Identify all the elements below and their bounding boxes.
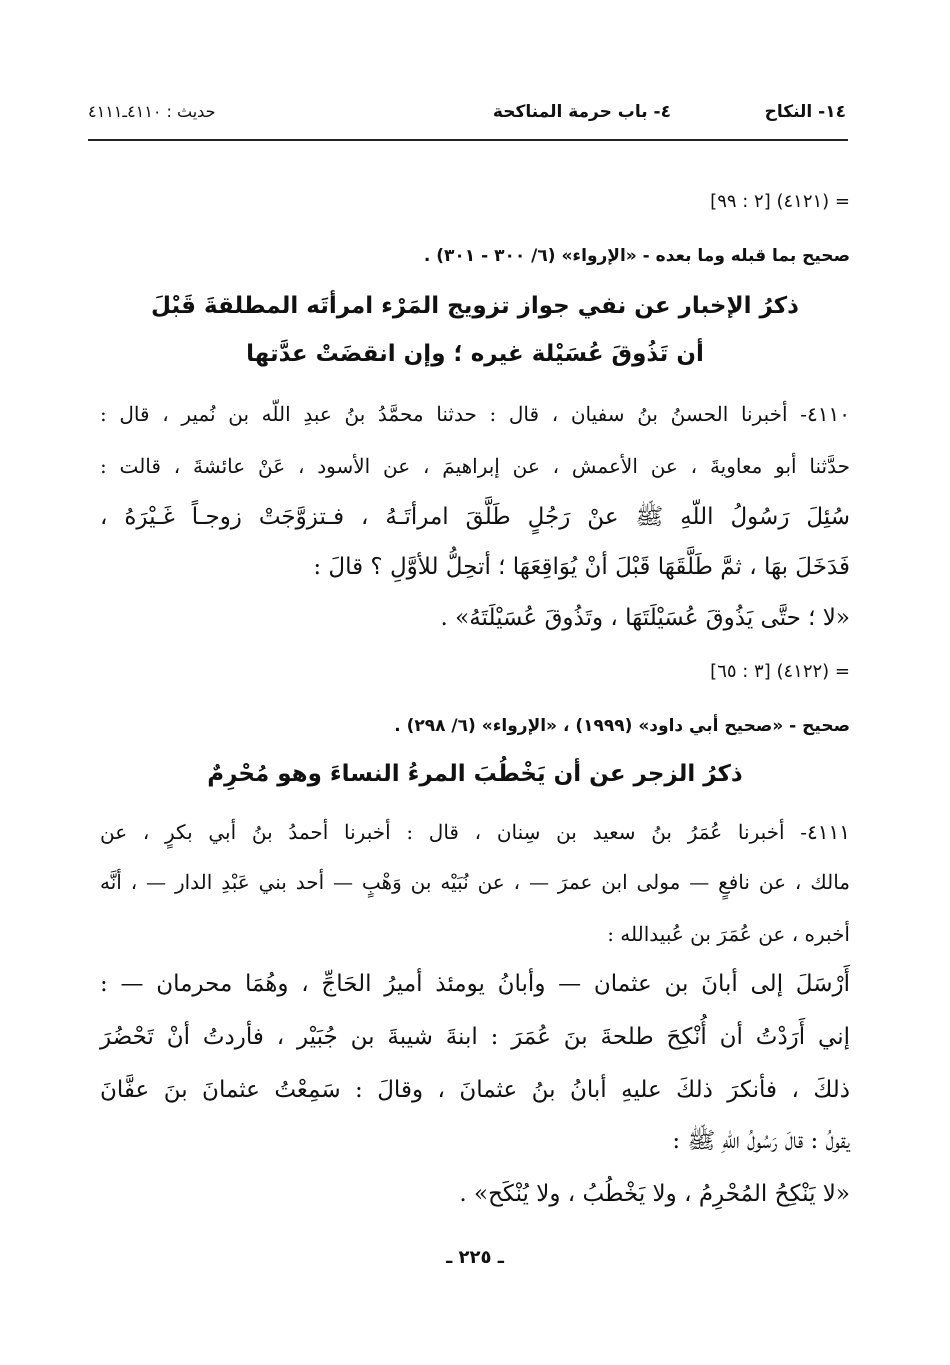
cross-reference: = (٤١٢٢) [٣ : ٦٥] [710,661,850,682]
grading-note: صحيح - «صحيح أبي داود» (١٩٩٩) ، «الإرواء» (٦/ ٢٩٨) . [394,716,850,736]
isnad-line: ٤١١١- أخبرنا عُمَرُ بنُ سعيد بن سِنان ، قال : أخبرنا أحمدُ بنُ أبي بكرٍ ، عن [100,820,850,844]
running-header [88,100,846,134]
section-title: ٤- باب حرمة المناكحة [492,102,671,122]
chapter-title: ١٤- النكاح [764,102,846,122]
matn-line: فَدَخَلَ بهَا ، ثمَّ طَلَّقَهَا قَبْلَ أنْ يُوَاقِعَهَا ؛ أتحِلُّ للأوَّلِ ؟ قالَ : [313,554,850,580]
isnad-line: أخبره ، عن عُمَرَ بن عُبيدالله : [607,922,850,946]
isnad-line: ٤١١٠- أخبرنا الحسنُ بنُ سفيان ، قال : حدثنا محمَّدُ بنُ عبدِ اللّه بن نُمير ، قال : [100,402,850,426]
header-divider [88,139,848,141]
matn-line: «لا يَنْكِحُ المُحْرِمُ ، ولا يَخْطُبُ ، ولا يُنْكَح» . [459,1181,850,1207]
matn-line: «لا ؛ حتَّى يَذُوقَ عُسَيْلَتَهَا ، وتَذُوقَ عُسَيْلَتَهُ» . [440,605,850,631]
hadith-range: حديث : ٤١١٠ـ٤١١١ [88,102,216,121]
section-heading-line: ذكرُ الإخبار عن نفي جواز تزويج المَرْء امرأتَه المطلقةَ قَبْلَ [151,293,799,319]
matn-line: إني أَرَدْتُ أن أُنْكِحَ طلحةَ بنَ عُمَرَ : ابنةَ شيبةَ بن جُبَيْر ، فأردتُ أنْ تَحْضُرَ [100,1024,850,1050]
matn-line: يقولُ : قالَ رَسُولُ اللّهِ ﷺ : [672,1128,850,1154]
isnad-line: حدَّثنا أبو معاويةَ ، عن الأعمش ، عن إبراهيمَ ، عن الأسود ، عَنْ عائشةَ ، قالت : [100,454,850,478]
isnad-line: مالك ، عن نافعٍ — مولى ابن عمرَ — ، عن نُبَيْه بن وَهْبٍ — أحد بني عَبْدِ الدار — ، أنَّه [100,870,850,894]
matn-line: ذلكَ ، فأنكرَ ذلكَ عليهِ أبانُ بنُ عثمانَ ، وقالَ : سَمِعْتُ عثمانَ بنَ عفَّانَ [100,1077,850,1103]
page-number: ـ ٢٢٥ ـ [446,1247,504,1268]
matn-line: أَرْسَلَ إلى أبانَ بن عثمان — وأبانُ يومئذ أميرُ الحَاجِّ ، وهُمَا محرمان — : [100,971,850,997]
matn-line: سُئِلَ رَسُولُ اللّهِ ﷺ عنْ رَجُلٍ طَلَّقَ امرأتَـهُ ، فـتزوَّجَتْ زوجـاً غَـيْرَهُ ، [100,504,850,530]
cross-reference: = (٤١٢١) [٢ : ٩٩] [710,191,850,212]
section-heading-line: ذكرُ الزجر عن أن يَخْطُبَ المرءُ النساءَ وهو مُحْرِمٌ [207,761,743,787]
grading-note: صحيح بما قبله وما بعده - «الإرواء» (٦/ ٣٠٠ - ٣٠١) . [423,246,850,266]
section-heading-line: أن تَذُوقَ عُسَيْلة غيره ؛ وإن انقضَتْ عدَّتها [246,341,704,367]
